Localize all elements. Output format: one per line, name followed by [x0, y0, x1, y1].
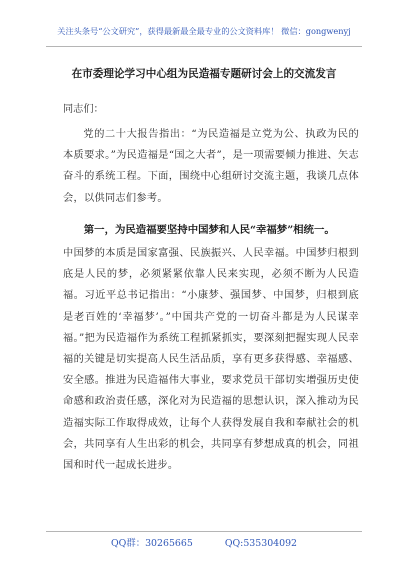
- header-divider: [46, 46, 362, 47]
- footer-qq: QQ:535304092: [224, 538, 298, 549]
- document-title: 在市委理论学习中心组为民造福专题研讨会上的交流发言: [71, 68, 337, 80]
- section-heading-1: 第一，为民造福要坚持中国梦和人民“幸福梦”相统一。: [83, 224, 335, 236]
- paragraph-intro: 党的二十大报告指出：“为民造福是立党为公、执政为民的本质要求。”为民造福是“国之大者”，是一项需要倾力推进、矢志奋斗的系统工程。下面，围绕中心组研讨交流主题，我谈几点体会，以供同志们参考。: [63, 129, 359, 204]
- paragraph-section-1: 中国梦的本质是国家富强、民族振兴、人民幸福。中国梦归根到底是人民的梦，必须紧紧依靠人民来实现，必须不断为人民造福。习近平总书记指出：“小康梦、强国梦、中国梦，归根到底是老百姓的‘幸福梦’。”中国共产党的一切奋斗都是为人民谋幸福。”把为民造福作为系统工程抓紧抓实，要深刻把握实现人民幸福的关键是切实提高人民生活品质，享有更多获得感、幸福感、安全感。推进为民造福伟大事业，要求党员干部切实增强历史使命感和政治责任感，深化对为民造福的思想认识，深入推动为民造福实际工作取得成效，让每个人获得发展自我和奉献社会的机会，共同享有人生出彩的机会，共同享有梦想成真的机会，同祖国和时代一起成长进步。: [63, 248, 359, 472]
- footer-divider: [46, 531, 362, 532]
- footer-qq-group: QQ群：30265665: [110, 538, 193, 549]
- salutation: 同志们：: [63, 104, 104, 115]
- footer-contact: [0, 535, 408, 549]
- header-promo-note: 关注头条号“公文研究”，获得最新最全最专业的公文资料库！ 微信：gongwenyj: [57, 26, 351, 36]
